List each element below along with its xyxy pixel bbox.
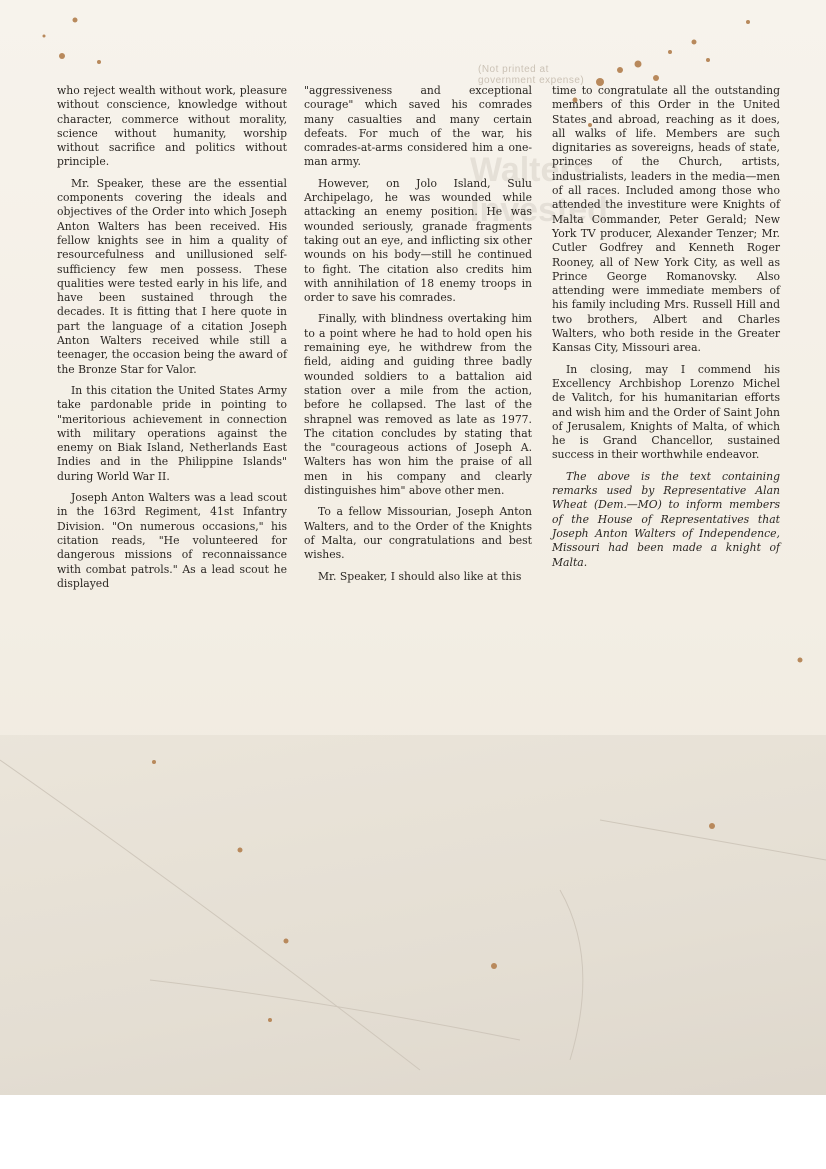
paragraph: In closing, may I commend his Excellency Archbishop Lorenzo Michel de Valitch, for his humanitarian efforts and wish him and the Order of Saint John of Jerusalem, Knights of Malta, of which he is Grand Chancellor, sustained success in their worthwhile endeavor.: [552, 362, 780, 462]
paragraph: To a fellow Missourian, Joseph Anton Walters, and to the Order of the Knights of Malta, our congratulations and best wishes.: [304, 505, 532, 562]
text-column-1: [57, 84, 287, 591]
paragraph: "aggressiveness and exceptional courage" which saved his comrades many casualties and many certain defeats. For much of the war, his comrades-at-arms considered him a one-man army.: [304, 84, 532, 169]
paragraph: Joseph Anton Walters was a lead scout in the 163rd Regiment, 41st Infantry Division. "On numerous occasions," his citation reads, "He volunteered for dangerous missions of reconnaissance with combat patrols." As a lead scout he displayed: [57, 491, 287, 590]
bleed-through-header: (Not printed at government expense): [478, 64, 585, 86]
paragraph: Mr. Speaker, I should also like at this: [318, 569, 522, 583]
paragraph: who reject wealth without work, pleasure without conscience, knowledge without character, commerce without morality, science without humanity, worship without sacrifice and politics without principle.: [57, 84, 287, 169]
crease-line: [0, 760, 420, 1070]
text-column-2: [304, 84, 532, 584]
bleed-through-title: Walters Invested: [470, 151, 608, 229]
editorial-note: The above is the text containing remarks used by Representative Alan Wheat (Dem.—MO) to inform members of the House of Representatives that Joseph Anton Walters of Independence, Missouri had been made a knight of Malta.: [552, 469, 780, 569]
crease-line: [150, 980, 520, 1040]
paragraph: Mr. Speaker, these are the essential components covering the ideals and objectives of the Order into which Joseph Anton Walters has been received. His fellow knights see in him a quality of resourcefulness and unillusioned self-sufficiency few men possess. These qualities were tested early in his life, and have been sustained through the decades. It is fitting that I here quote in part the language of a citation Joseph Anton Walters received while still a teenager, the occasion being the award of the Bronze Star for Valor.: [57, 176, 287, 376]
paragraph: In this citation the United States Army take pardonable pride in pointing to "meritorious achievement in connection with military operations against the enemy on Biak Island, Netherlands East Indies and in the Philippine Islands" during World War II.: [57, 383, 287, 483]
paragraph: Finally, with blindness overtaking him to a point where he had to hold open his remaining eye, he withdrew from the field, aiding and guiding three badly wounded soldiers to a battalion aid station over a mile from the action, before he collapsed. The last of the shrapnel was removed as late as 1977. The citation concludes by stating that the "courageous actions of Joseph A. Walters has won him the praise of all men in his company and clearly distinguishes him" above other men.: [304, 312, 532, 498]
text-column-3: [552, 84, 780, 570]
paragraph: time to congratulate all the outstanding members of this Order in the United States and abroad, reaching as it does, all walks of life. Members are such dignitaries as sovereigns, heads of state, princes of the Church, artists, industrialists, leaders in the media—men of all races. Included among those who attended the investiture were Knights of Malta Commander, Peter Gerald; New York TV producer, Alexander Tenzer; Mr. Cutler Godfrey and Kenneth Roger Rooney, all of New York City, as well as Prince George Romanovsky. Also attending were immediate members of his family including Mrs. Russell Hill and two brothers, Albert and Charles Walters, who both reside in the Greater Kansas City, Missouri area.: [552, 84, 780, 355]
paragraph: However, on Jolo Island, Sulu Archipelago, he was wounded while attacking an enemy position. He was wounded seriously, granade fragments taking out an eye, and inflicting six other wounds on his body—still he continued to fight. The citation also credits him with annihilation of 18 enemy troops in order to save his comrades.: [304, 176, 532, 305]
crease-line: [560, 890, 583, 1060]
